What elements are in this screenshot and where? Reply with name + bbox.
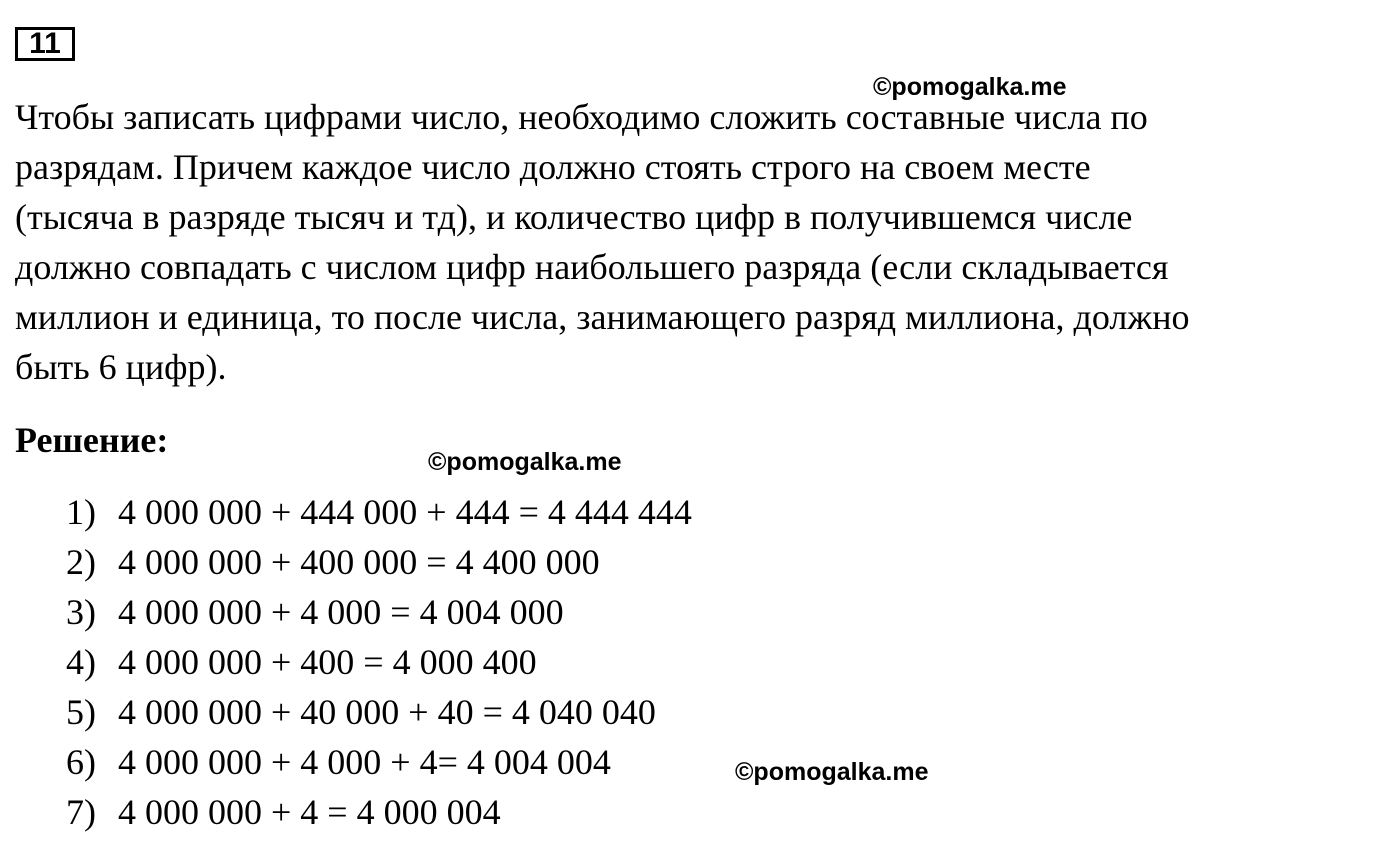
step-number: 4) (66, 642, 96, 682)
solution-heading: Решение: (15, 420, 169, 460)
intro-text-line: Чтобы записать цифрами число, необходимо сложить составные числа по (15, 97, 1148, 137)
watermark: ©pomogalka.me (428, 448, 622, 476)
step-expression: 4 000 000 + 400 = 4 000 400 (118, 642, 537, 682)
step-expression: 4 000 000 + 4 000 + 4= 4 004 004 (118, 742, 611, 782)
intro-text-line: (тысяча в разряде тысяч и тд), и количество цифр в получившемся числе (15, 197, 1133, 237)
step-number: 6) (66, 742, 96, 782)
step-expression: 4 000 000 + 40 000 + 40 = 4 040 040 (118, 692, 656, 732)
step-expression: 4 000 000 + 444 000 + 444 = 4 444 444 (118, 492, 692, 532)
step-expression: 4 000 000 + 400 000 = 4 400 000 (118, 542, 600, 582)
task-number-box: 11 (15, 27, 75, 61)
intro-text-line: разрядам. Причем каждое число должно стоять строго на своем месте (15, 147, 1091, 187)
step-number: 7) (66, 792, 96, 832)
step-number: 5) (66, 692, 96, 732)
step-number: 2) (66, 542, 96, 582)
intro-text-line: миллион и единица, то после числа, занимающего разряд миллиона, должно (15, 297, 1190, 337)
step-number: 1) (66, 492, 96, 532)
intro-text-line: быть 6 цифр). (15, 347, 227, 387)
watermark: ©pomogalka.me (735, 758, 929, 786)
intro-text-line: должно совпадать с числом цифр наибольшего разряда (если складывается (15, 247, 1169, 287)
step-expression: 4 000 000 + 4 = 4 000 004 (118, 792, 501, 832)
step-number: 3) (66, 592, 96, 632)
step-expression: 4 000 000 + 4 000 = 4 004 000 (118, 592, 564, 632)
watermark: ©pomogalka.me (873, 73, 1067, 101)
